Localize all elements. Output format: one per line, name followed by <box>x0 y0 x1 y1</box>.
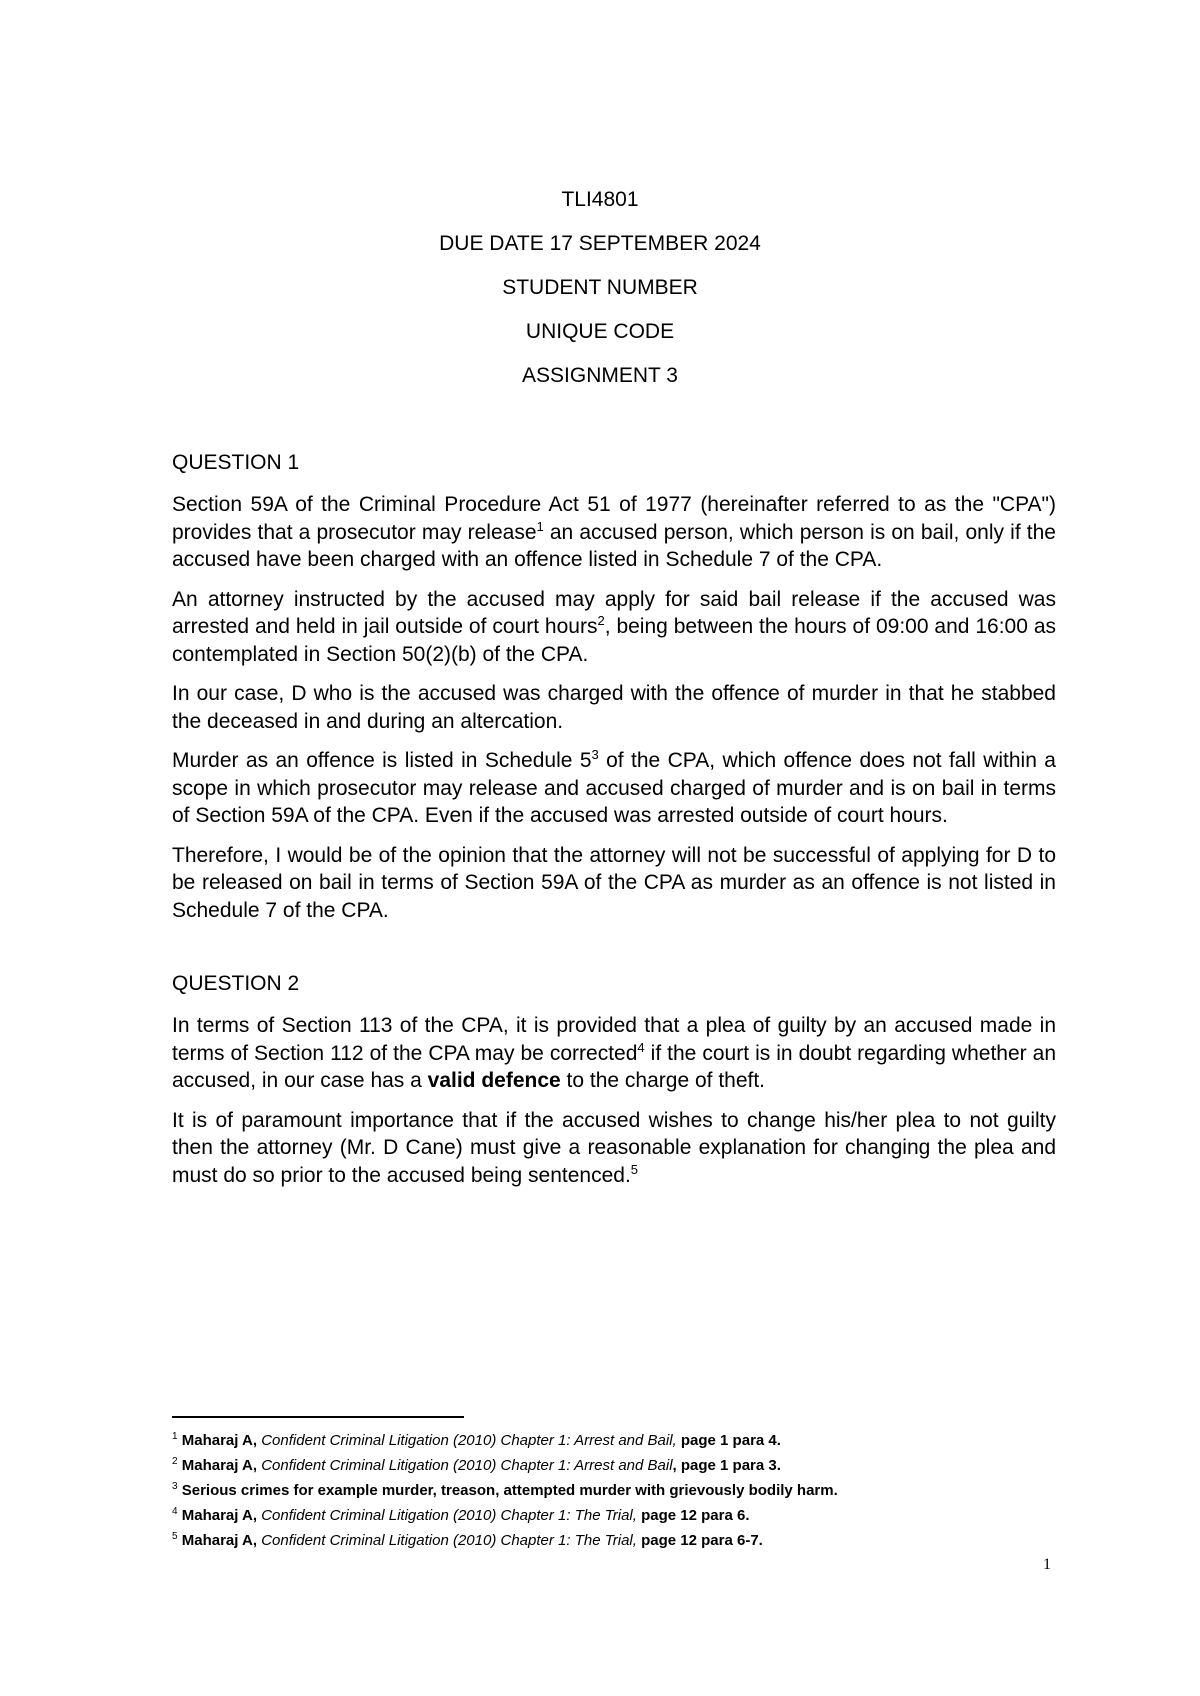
footnote-ref-3: 3 <box>591 747 599 762</box>
q1-paragraph-4: Murder as an offence is listed in Schedule $5^3$ of the CPA, which offence does not fall within a scope in which prosecutor may release and accused charged of murder and is on bail in terms of Section 59A of the CPA. Even if the accused was arrested outside of court hours. <box>172 747 1056 827</box>
q1-paragraph-5: Therefore, I would be of the opinion that the attorney will not be successful of applying for D to be released on bail in terms of Section 59A of the CPA as murder as an offence is not listed in Schedule 7 of the CPA. <box>172 843 1056 922</box>
q1-paragraph-3: In our case, D who is the accused was charged with the offence of murder in that he stabbed the deceased in and during an altercation. <box>172 682 1056 733</box>
due-date: DUE DATE 17 SEPTEMBER 2024 <box>439 232 761 255</box>
course-code: TLI4801 <box>561 188 639 211</box>
q2-paragraph-2: It is of paramount importance that if the accused wishes to change his/her plea to not guilty then the attorney (Mr. D Cane) must give a reasonable explanation for changing the plea and must do so prior to the accused being sentenced.$^5$ <box>172 1108 1056 1187</box>
valid-defence-emphasis: valid defence <box>427 1069 561 1092</box>
question-2-heading: QUESTION 2 <box>172 972 300 995</box>
question-1-heading: QUESTION 1 <box>172 451 300 474</box>
footnote-4: $^4$ Maharaj A, Confident Criminal Litigation (2010) Chapter 1: The Trial, page 12 para 6. <box>172 1506 750 1524</box>
footnote-ref-2: 2 <box>597 613 605 628</box>
page-number: 1 <box>1043 1556 1051 1573</box>
unique-code: UNIQUE CODE <box>525 320 675 343</box>
document-header <box>0 178 1200 398</box>
footnotes <box>172 1428 1072 1553</box>
footnote-separator <box>172 1416 464 1418</box>
q2-paragraph-1: In terms of Section 113 of the CPA, it is provided that a plea of guilty by an accused made in terms of Section 112 of the CPA may be corrected$^4$ if the court is in doubt regarding whether an accused, in our case has a valid defence to the charge of theft. <box>172 1014 1056 1092</box>
q1-paragraph-2: An attorney instructed by the accused may apply for said bail release if the accused was arrested and held in jail outside of court hours$^2$, being between the hours of 09:00 and 16:00 as contemplated in Section 50(2)(b) of the CPA. <box>172 587 1056 666</box>
student-number: STUDENT NUMBER <box>502 276 698 299</box>
footnote-5: $^5$ Maharaj A, Confident Criminal Litigation (2010) Chapter 1: The Trial, page 12 para 6-7. <box>172 1531 763 1549</box>
document-body <box>172 449 1056 1201</box>
footnote-ref-5: 5 <box>630 1161 639 1177</box>
footnote-1: $^1$ Maharaj A, Confident Criminal Litigation (2010) Chapter 1: Arrest and Bail, page 1 para 4. <box>172 1431 781 1449</box>
footnote-ref-1: 1 <box>536 518 544 534</box>
q1-paragraph-1: Section 59A of the Criminal Procedure Act 51 of 1977 (hereinafter referred to as the "CPA") provides that a prosecutor may release$^1$ an accused person, which person is on bail, only if the accused have been charged with an offence listed in Schedule 7 of the CPA. <box>172 493 1056 571</box>
footnote-ref-4: 4 <box>637 1039 645 1055</box>
assignment-title: ASSIGNMENT 3 <box>522 364 678 387</box>
footnote-3: $^3$ Serious crimes for example murder, treason, attempted murder with grievously bodily harm. <box>172 1481 838 1499</box>
footnote-2: $^2$ Maharaj A, Confident Criminal Litigation (2010) Chapter 1: Arrest and Bail, page 1 para 3. <box>172 1456 781 1474</box>
